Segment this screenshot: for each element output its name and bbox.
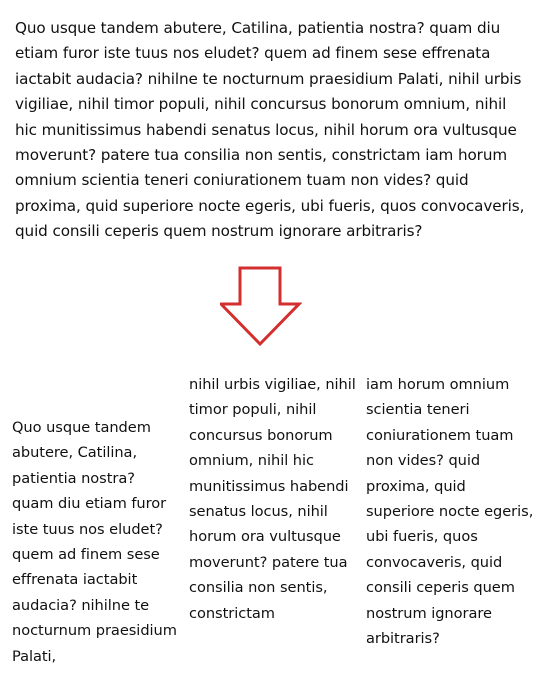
column-2-text: nihil urbis vigiliae, nihil timor populi, nihil concursus bonorum omnium, nihil hic munitissimus habendi senatus locus, nihil horum ora vultusque moverunt? patere tua consilia non sentis, constrictam (189, 376, 356, 622)
column-3 (366, 372, 534, 651)
column-2 (189, 372, 357, 626)
down-arrow-icon (220, 266, 302, 348)
down-arrow-shape (221, 268, 299, 344)
column-1 (12, 415, 180, 669)
column-3-text: iam horum omnium scientia teneri coniurationem tuam non vides? quid proxima, quid superiore nocte egeris, ubi fueris, quos convocaveris, quid consili ceperis quem nostrum ignorare arbitraris? (366, 376, 534, 648)
column-1-text: Quo usque tandem abutere, Catilina, patientia nostra? quam diu etiam furor iste tuus nos eludet? quem ad finem sese effrenata iactabit audacia? nihilne te nocturnum praesidium Palati, (12, 419, 177, 665)
source-paragraph-text: Quo usque tandem abutere, Catilina, patientia nostra? quam diu etiam furor iste tuus nos eludet? quem ad finem sese effrenata iactabit audacia? nihilne te nocturnum praesidium Palati, nihil urbis vigiliae, nihil timor populi, nihil concursus bonorum omnium, nihil hic munitissimus habendi senatus locus, nihil horum ora vultusque moverunt? patere tua consilia non sentis, constrictam iam horum omnium scientia teneri coniurationem tuam non vides? quid proxima, quid superiore nocte egeris, ubi fueris, quos convocaveris, quid consili ceperis quem nostrum ignorare arbitraris? (15, 19, 525, 241)
source-paragraph (15, 16, 530, 245)
